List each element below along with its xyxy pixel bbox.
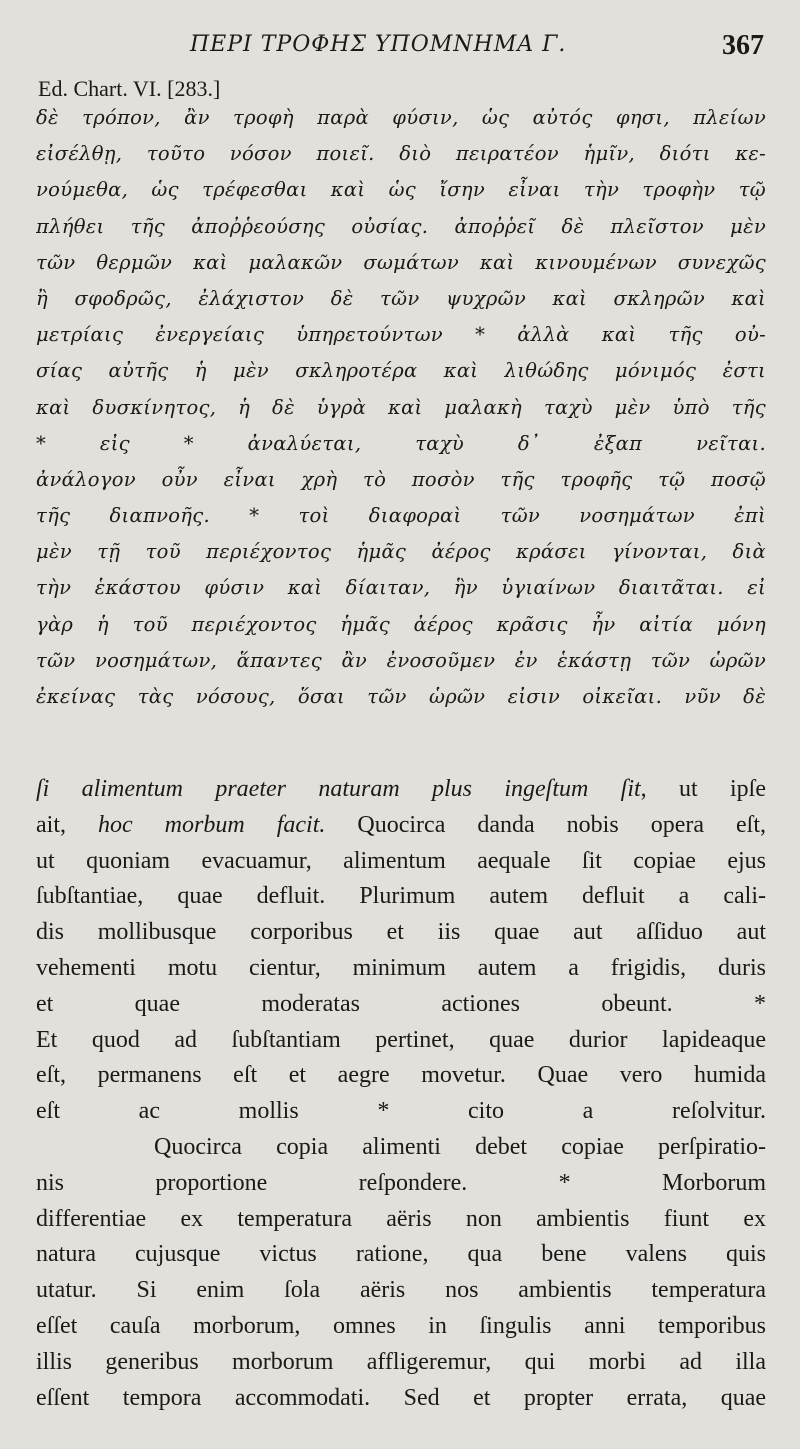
greek-text-line: πλήθει τῆς ἀποῤῥεούσης οὐσίας. ἀποῤῥεῖ δὲ πλεῖστον μὲν — [36, 214, 766, 238]
page-number: 367 — [722, 30, 764, 61]
latin-roman-segment: eſt, permanens eſt et aegre movetur. Quae vero humida — [36, 1062, 766, 1089]
greek-text-line: εἰσέλθῃ, τοῦτο νόσον ποιεῖ. διὸ πειρατέον ἡμῖν, διότι κε- — [36, 142, 766, 166]
latin-italic-segment: hoc morbum facit. — [98, 811, 326, 838]
latin-roman-segment: Et quod ad ſubſtantiam pertinet, quae durior lapideaque — [36, 1026, 766, 1053]
latin-roman-segment: eſt ac mollis * cito a reſolvitur. — [36, 1098, 766, 1125]
greek-text-line: γὰρ ἡ τοῦ περιέχοντος ἡμᾶς ἀέρος κρᾶσις ἦν αἰτία μόνη — [36, 612, 766, 636]
greek-text-line: τῶν θερμῶν καὶ μαλακῶν σωμάτων καὶ κινουμένων συνεχῶς — [36, 250, 766, 274]
latin-text-line — [36, 1166, 766, 1202]
greek-text-line: τὴν ἑκάστου φύσιν καὶ δίαιταν, ἣν ὑγιαίνων διαιτᾶται. εἰ — [36, 576, 766, 600]
greek-text-block — [36, 100, 766, 715]
latin-roman-segment: Quocirca copia alimenti debet copiae perſpiratio- — [154, 1133, 766, 1160]
latin-text-line — [36, 1273, 766, 1309]
latin-roman-segment: natura cujusque victus ratione, qua bene valens quis — [36, 1241, 766, 1268]
greek-text-line: τῆς διαπνοῆς. * τοὶ διαφοραὶ τῶν νοσημάτων ἐπὶ — [36, 504, 766, 528]
latin-roman-segment: vehementi motu cientur, minimum autem a frigidis, duris — [36, 954, 766, 981]
latin-text-block — [36, 772, 766, 1416]
latin-text-line — [36, 1094, 766, 1130]
latin-roman-segment: dis mollibusque corporibus et iis quae aut aſſiduo aut — [36, 919, 766, 946]
latin-roman-segment: et quae moderatas actiones obeunt. * — [36, 990, 766, 1017]
latin-text-line — [36, 1130, 766, 1166]
latin-text-line — [36, 1202, 766, 1238]
latin-roman-segment: eſſent tempora accommodati. Sed et propter errata, quae — [36, 1384, 766, 1411]
greek-text-line: μὲν τῇ τοῦ περιέχοντος ἡμᾶς ἀέρος κράσει γίνονται, διὰ — [36, 540, 766, 564]
latin-roman-segment: ait, — [36, 811, 99, 838]
latin-roman-segment: differentiae ex temperatura aëris non ambientis fiunt ex — [36, 1205, 766, 1232]
greek-text-line: ἢ σφοδρῶς, ἐλάχιστον δὲ τῶν ψυχρῶν καὶ σκληρῶν καὶ — [36, 286, 766, 310]
latin-text-line — [36, 1058, 766, 1094]
latin-text-line — [36, 844, 766, 880]
greek-text-line: τῶν νοσημάτων, ἅπαντες ἂν ἐνοσοῦμεν ἐν ἑκάστῃ τῶν ὡρῶν — [36, 648, 766, 672]
greek-text-line: νούμεθα, ὡς τρέφεσθαι καὶ ὡς ἴσην εἶναι τὴν τροφὴν τῷ — [36, 178, 766, 202]
latin-roman-segment: nis proportione reſpondere. * Morborum — [36, 1169, 766, 1196]
latin-roman-segment: , ut ipſe — [640, 776, 766, 802]
greek-text-line: μετρίαις ἐνεργείαις ὑπηρετούντων * ἀλλὰ καὶ τῆς οὐ- — [36, 323, 766, 347]
latin-text-line — [36, 879, 766, 915]
latin-text-line — [36, 915, 766, 951]
latin-text-line — [36, 1309, 766, 1345]
greek-text-line: δὲ τρόπον, ἂν τροφὴ παρὰ φύσιν, ὡς αὐτός φησι, πλείων — [36, 106, 766, 129]
latin-roman-segment: ut quoniam evacuamur, alimentum aequale ſit copiae ejus — [36, 847, 766, 874]
latin-roman-segment: eſſet cauſa morborum, omnes in ſingulis anni temporibus — [36, 1312, 766, 1339]
greek-text-line: σίας αὐτῆς ἡ μὲν σκληροτέρα καὶ λιθώδης μόνιμός ἐστι — [36, 359, 766, 383]
latin-text-line — [36, 772, 766, 808]
greek-text-line: καὶ δυσκίνητος, ἡ δὲ ὑγρὰ καὶ μαλακὴ ταχὺ μὲν ὑπὸ τῆς — [36, 395, 766, 419]
greek-text-line: ἀνάλογον οὖν εἶναι χρὴ τὸ ποσὸν τῆς τροφῆς τῷ ποσῷ — [36, 467, 766, 491]
page-header — [0, 28, 800, 68]
latin-text-line — [36, 1345, 766, 1381]
latin-roman-segment: ſubſtantiae, quae defluit. Plurimum autem defluit a cali- — [36, 883, 766, 910]
latin-text-line — [36, 951, 766, 987]
edition-reference: Ed. Chart. VI. [283.] — [38, 76, 221, 101]
latin-roman-segment: Quocirca danda nobis opera eſt, — [325, 811, 766, 838]
latin-text-line — [36, 1237, 766, 1273]
latin-text-line — [36, 1023, 766, 1059]
latin-text-line — [36, 987, 766, 1023]
latin-roman-segment: utatur. Si enim ſola aëris nos ambientis temperatura — [36, 1277, 766, 1304]
latin-text-line — [36, 1381, 766, 1417]
latin-italic-segment: ſi alimentum praeter naturam plus ingeſtum ſit — [36, 776, 641, 802]
greek-text-line: ἐκείνας τὰς νόσους, ὅσαι τῶν ὡρῶν εἰσιν οἰκεῖαι. νῦν δὲ — [36, 685, 766, 708]
latin-text-line — [36, 808, 766, 844]
greek-text-line: * εἰς * ἀναλύεται, ταχὺ δ᾽ ἐξαπ νεῖται. — [36, 431, 766, 455]
latin-roman-segment: illis generibus morborum affligeremur, qui morbi ad illa — [36, 1348, 766, 1375]
running-title: ΠΕΡΙ ΤΡΟΦΗΣ ΥΠΟΜΝΗΜΑ Γ. — [190, 32, 567, 57]
